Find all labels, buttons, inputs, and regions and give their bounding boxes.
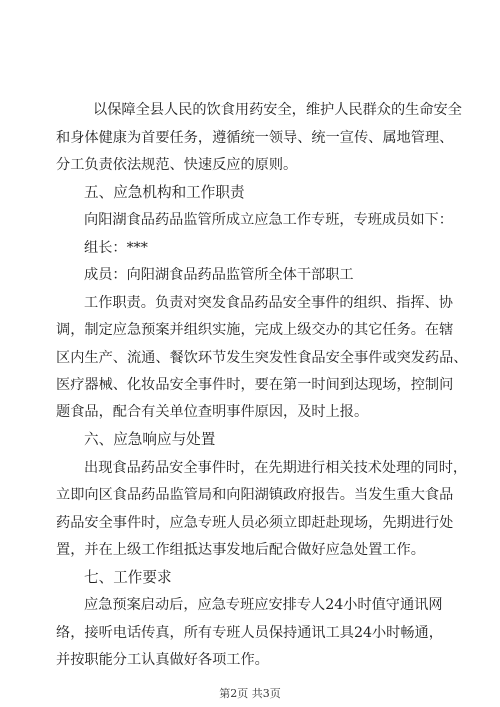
section-heading: 六、应急响应与处置 <box>84 431 216 448</box>
paragraph-line: 医疗器械、化妆品安全事件时，要在第一时间到达现场，控制问 <box>56 377 454 393</box>
paragraph-line: 区内生产、流通、餐饮环节发生突发性食品安全事件或突发药品、 <box>56 350 468 366</box>
paragraph-line: 药品安全事件时，应急专班人员必须立即赶赴现场，先期进行处 <box>56 515 454 531</box>
paragraph-line: 络，接听电话传真，所有专班人员保持通讯工具24小时畅通， <box>56 625 443 641</box>
paragraph-line: 调，制定应急预案并组织实施，完成上级交办的其它任务。在辖 <box>56 322 454 338</box>
paragraph-line: 以保障全县人民的饮食用药安全，维护人民群众的生命安全 <box>93 102 462 118</box>
section-heading: 五、应急机构和工作职责 <box>84 184 245 201</box>
paragraph-line: 并按职能分工认真做好各项工作。 <box>56 652 269 668</box>
section-heading: 七、工作要求 <box>84 569 172 586</box>
paragraph-line: 向阳湖食品药品监管所成立应急工作专班，专班成员如下： <box>84 212 453 228</box>
paragraph-line: 工作职责。负责对突发食品药品安全事件的组织、指挥、协 <box>84 295 453 311</box>
paragraph-line: 成员：向阳湖食品药品监管所全体干部职工 <box>84 267 354 283</box>
paragraph-line: 题食品，配合有关单位查明事件原因，及时上报。 <box>56 404 369 420</box>
paragraph-line: 应急预案启动后，应急专班应安排专人24小时值守通讯网 <box>84 597 443 613</box>
paragraph-line: 和身体健康为首要任务，遵循统一领导、统一宣传、属地管理、 <box>56 130 454 146</box>
page-number-footer: 第2页 共3页 <box>219 687 281 700</box>
paragraph-line: 立即向区食品药品监管局和向阳湖镇政府报告。当发生重大食品 <box>56 487 454 503</box>
paragraph-line: 出现食品药品安全事件时，在先期进行相关技术处理的同时， <box>84 460 468 476</box>
paragraph-line: 组长：*** <box>84 240 148 256</box>
paragraph-line: 置，并在上级工作组抵达事发地后配合做好应急处置工作。 <box>56 542 425 558</box>
paragraph-line: 分工负责依法规范、快速反应的原则。 <box>56 157 298 173</box>
